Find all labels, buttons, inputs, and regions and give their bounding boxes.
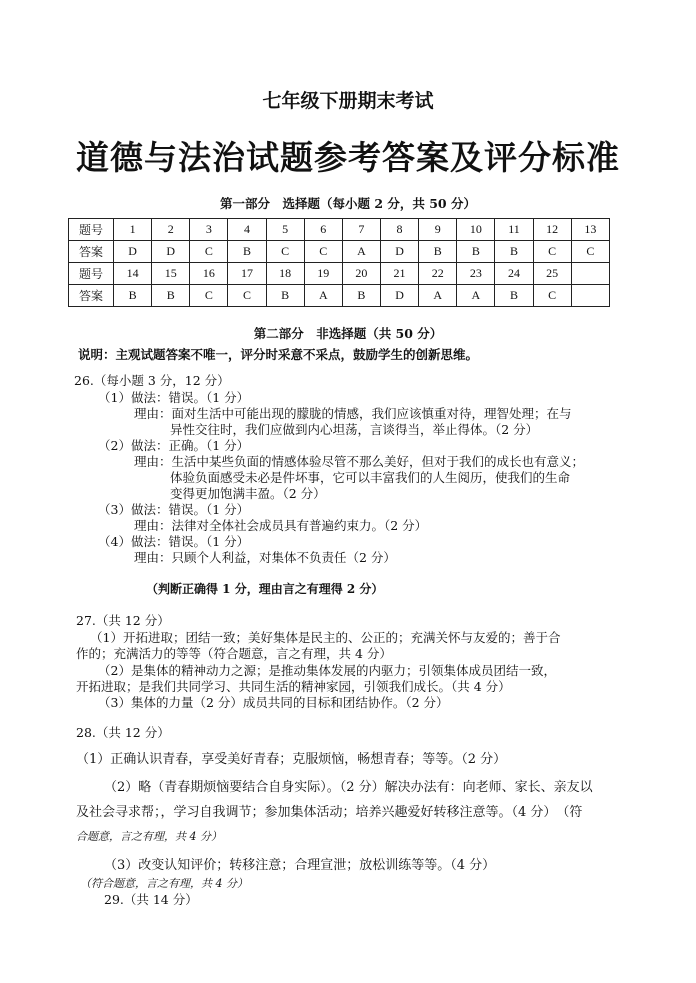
row-label: 答案 bbox=[69, 285, 114, 307]
table-cell bbox=[571, 285, 609, 307]
q27-line: 作的；充满活力的等等（符合题意，言之有理，共 4 分） bbox=[76, 646, 392, 661]
table-cell: 25 bbox=[533, 263, 571, 285]
table-cell: B bbox=[495, 285, 533, 307]
q26-line: 理由：法律对全体社会成员具有普遍约束力。（2 分） bbox=[134, 518, 428, 533]
table-cell: 2 bbox=[152, 219, 190, 241]
table-cell: 19 bbox=[304, 263, 342, 285]
table-cell: B bbox=[228, 241, 266, 263]
q26-scoring: （判断正确得 1 分，理由言之有理得 2 分） bbox=[146, 582, 384, 596]
q27-line: （3）集体的力量（2 分）成员共同的目标和团结协作。（2 分） bbox=[98, 695, 449, 710]
table-row bbox=[69, 219, 610, 241]
table-cell: C bbox=[266, 241, 304, 263]
table-cell: B bbox=[266, 285, 304, 307]
row-label: 答案 bbox=[69, 241, 114, 263]
q26-line: 理由：只顾个人利益，对集体不负责任（2 分） bbox=[134, 550, 396, 565]
q27-line: （2）是集体的精神动力之源；是推动集体发展的内驱力；引领集体成员团结一致， bbox=[98, 663, 556, 678]
table-row bbox=[69, 263, 610, 285]
table-cell: C bbox=[190, 285, 228, 307]
q27-heading: 27.（共 12 分） bbox=[76, 613, 170, 628]
table-cell: B bbox=[114, 285, 152, 307]
table-cell: 16 bbox=[190, 263, 228, 285]
q28-line: 及社会寻求帮；，学习自我调节；参加集体活动；培养兴趣爱好转移注意等。（4 分） （符 bbox=[76, 805, 583, 820]
q26-line: 变得更加饱满丰盈。（2 分） bbox=[170, 486, 326, 501]
table-cell: D bbox=[152, 241, 190, 263]
table-cell: B bbox=[495, 241, 533, 263]
row-label: 题号 bbox=[69, 263, 114, 285]
q26-line: （2）做法：正确。（1 分） bbox=[98, 438, 250, 453]
q29-heading: 29.（共 14 分） bbox=[104, 892, 198, 907]
table-cell: 4 bbox=[228, 219, 266, 241]
q28-line: （1）正确认识青春，享受美好青春；克服烦恼，畅想青春；等等。（2 分） bbox=[76, 752, 507, 767]
table-cell: 10 bbox=[457, 219, 495, 241]
table-cell: A bbox=[304, 285, 342, 307]
q26-line: 异性交往时，我们应做到内心坦荡，言谈得当，举止得体。（2 分） bbox=[170, 422, 539, 437]
table-cell: B bbox=[152, 285, 190, 307]
answer-table bbox=[68, 218, 610, 307]
table-cell: D bbox=[380, 241, 418, 263]
table-cell: 18 bbox=[266, 263, 304, 285]
part2-heading: 第二部分 非选择题（共 50 分） bbox=[253, 326, 443, 341]
table-cell: 14 bbox=[114, 263, 152, 285]
part1-heading: 第一部分 选择题（每小题 2 分，共 50 分） bbox=[219, 196, 476, 211]
scoring-note: 说明：主观试题答案不唯一，评分时采意不采点，鼓励学生的创新思维。 bbox=[78, 347, 479, 362]
table-row bbox=[69, 285, 610, 307]
q26-line: 理由：生活中某些负面的情感体验尽管不那么美好，但对于我们的成长也有意义； bbox=[134, 454, 585, 469]
table-cell: 6 bbox=[304, 219, 342, 241]
q28-line: （2）略（青春期烦恼要结合自身实际）。（2 分）解决办法有：向老师、家长、亲友以 bbox=[104, 780, 593, 795]
table-cell: C bbox=[228, 285, 266, 307]
table-cell: C bbox=[190, 241, 228, 263]
q28-line: （3）改变认知评价；转移注意；合理宣泄；放松训练等等。（4 分） bbox=[104, 858, 496, 873]
table-cell: 7 bbox=[342, 219, 380, 241]
table-cell: 17 bbox=[228, 263, 266, 285]
table-cell: 22 bbox=[419, 263, 457, 285]
table-cell: 20 bbox=[342, 263, 380, 285]
table-cell: 11 bbox=[495, 219, 533, 241]
grade-title: 七年级下册期末考试 bbox=[262, 90, 434, 112]
table-cell: 8 bbox=[380, 219, 418, 241]
table-row bbox=[69, 241, 610, 263]
table-cell: 12 bbox=[533, 219, 571, 241]
q28-heading: 28.（共 12 分） bbox=[76, 725, 170, 740]
q26-line: （3）做法：错误。（1 分） bbox=[98, 502, 250, 517]
table-cell: D bbox=[380, 285, 418, 307]
q26-line: 理由：面对生活中可能出现的朦胧的情感，我们应该慎重对待，理智处理；在与 bbox=[134, 406, 572, 421]
table-cell: 21 bbox=[380, 263, 418, 285]
table-cell: C bbox=[533, 285, 571, 307]
table-cell: D bbox=[114, 241, 152, 263]
table-cell: 1 bbox=[114, 219, 152, 241]
table-cell: C bbox=[304, 241, 342, 263]
q26-line: （1）做法：错误。（1 分） bbox=[98, 390, 250, 405]
q27-line: （1）开拓进取；团结一致；美好集体是民主的、公正的；充满关怀与友爱的；善于合 bbox=[90, 630, 561, 645]
table-cell: 13 bbox=[571, 219, 609, 241]
table-cell: C bbox=[571, 241, 609, 263]
table-cell: B bbox=[342, 285, 380, 307]
q28-line: （符合题意，言之有理，共 4 分） bbox=[80, 877, 248, 890]
table-cell: 5 bbox=[266, 219, 304, 241]
table-cell: B bbox=[457, 241, 495, 263]
table-cell: A bbox=[457, 285, 495, 307]
q26-line: 体验负面感受未必是件坏事，它可以丰富我们的人生阅历，使我们的生命 bbox=[170, 470, 571, 485]
table-cell: 3 bbox=[190, 219, 228, 241]
table-cell: C bbox=[533, 241, 571, 263]
table-cell: 24 bbox=[495, 263, 533, 285]
row-label: 题号 bbox=[69, 219, 114, 241]
q28-line: 合题意，言之有理，共 4 分） bbox=[76, 830, 222, 843]
table-cell: A bbox=[342, 241, 380, 263]
q26-line: （4）做法：错误。（1 分） bbox=[98, 534, 250, 549]
table-cell: 15 bbox=[152, 263, 190, 285]
q27-line: 开拓进取；是我们共同学习、共同生活的精神家园，引领我们成长。（共 4 分） bbox=[76, 679, 511, 694]
table-cell: A bbox=[419, 285, 457, 307]
table-cell: B bbox=[419, 241, 457, 263]
q26-heading: 26.（每小题 3 分，12 分） bbox=[74, 373, 230, 388]
table-cell bbox=[571, 263, 609, 285]
table-cell: 9 bbox=[419, 219, 457, 241]
page-title: 道德与法治试题参考答案及评分标准 bbox=[76, 138, 620, 177]
table-cell: 23 bbox=[457, 263, 495, 285]
